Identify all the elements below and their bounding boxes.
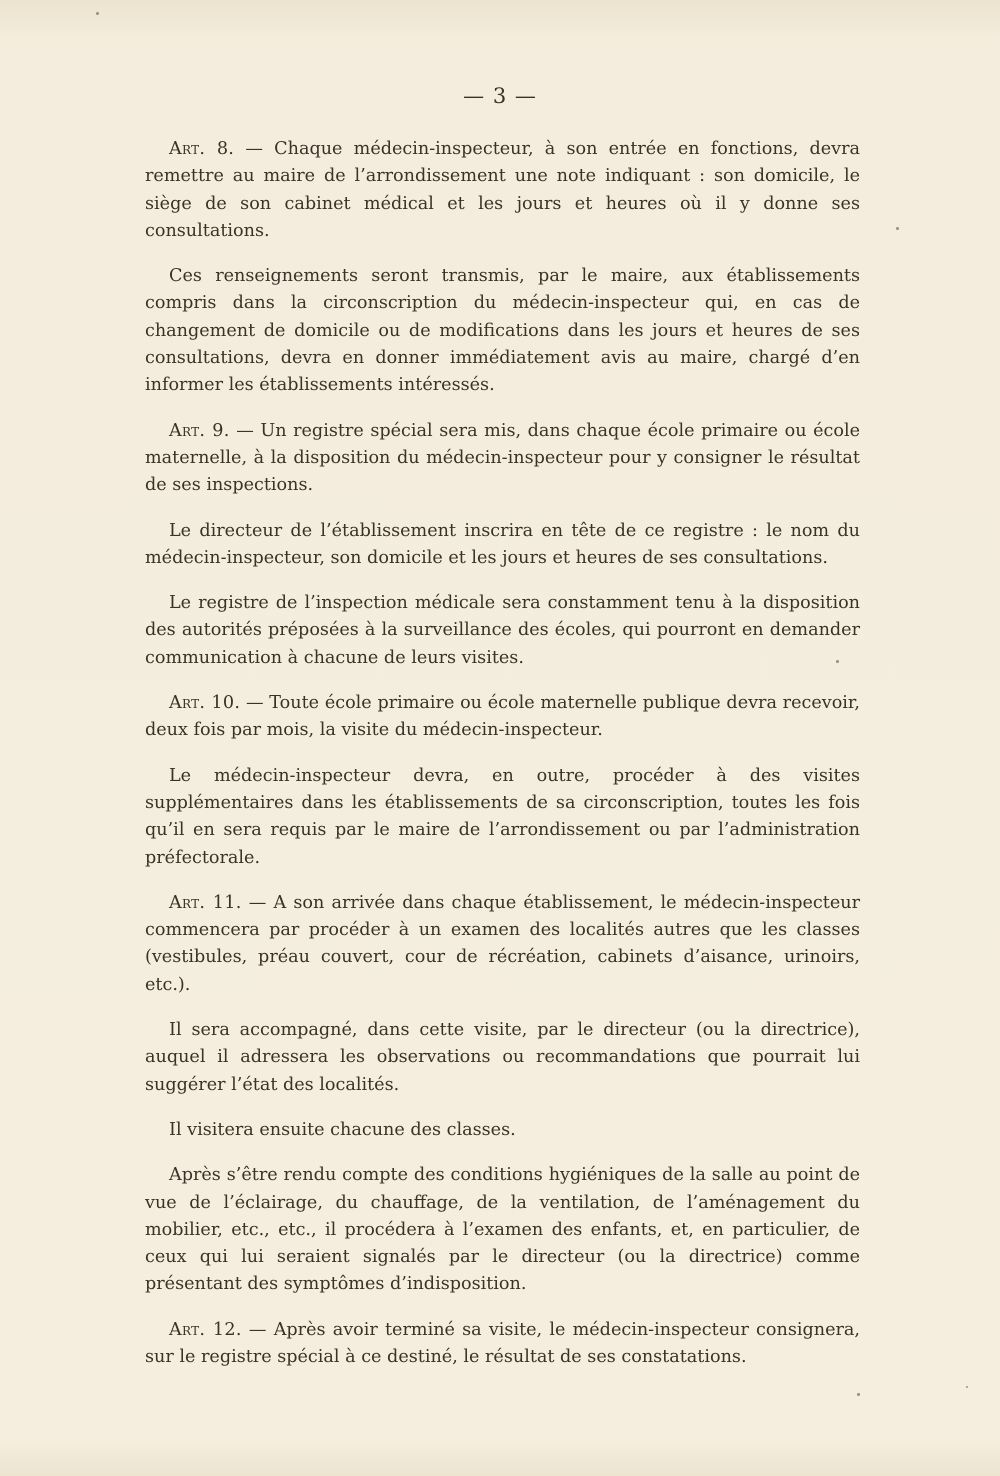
paper-speck: [966, 1386, 968, 1388]
paragraph-text: Le registre de l’inspection médicale sera constamment tenu à la disposition des autorités préposées à la surveillance des écoles, qui pourront en demander communication à chacune de leurs visites.: [145, 593, 860, 668]
paragraph-text: — Chaque médecin-inspecteur, à son entrée en fonctions, devra remettre au maire de l’arrondissement une note indiquant : son domicile, le siège de son cabinet médical et les jours et heures où il y donne ses consultations.: [145, 139, 860, 241]
paragraph-text: — Un registre spécial sera mis, dans chaque école primaire ou école maternelle, à la disposition du médecin-inspecteur pour y consigner le résultat de ses inspections.: [145, 420, 861, 496]
page-number: — 3 —: [463, 84, 537, 108]
paragraph-art-11: [145, 890, 860, 999]
paragraph: [145, 518, 860, 573]
paragraph-text: Il visitera ensuite chacune des classes.: [169, 1119, 516, 1140]
paragraph: [145, 1162, 860, 1298]
article-label: Art. 10.: [169, 693, 241, 714]
article-label: Art. 9.: [169, 420, 230, 441]
paragraph: [145, 1117, 860, 1144]
paragraph-art-10: [145, 690, 860, 745]
paragraph-text: — Toute école primaire ou école maternelle publique devra recevoir, deux fois par mois, la visite du médecin-inspecteur.: [145, 693, 860, 741]
paragraph: [145, 590, 860, 672]
paragraph-art-8: [145, 136, 860, 245]
paragraph-text: Le médecin-inspecteur devra, en outre, procéder à des visites supplémentaires dans les établissements de sa circonscription, toutes les fois qu’il en sera requis par le maire de l’arrondissement ou par l’administration préfectorale.: [145, 765, 860, 868]
paragraph-text: — A son arrivée dans chaque établissement, le médecin-inspecteur commencera par procéder à un examen des localités autres que les classes (vestibules, préau couvert, cour de récréation, cabinets d’aisance, urinoirs, etc.).: [145, 892, 860, 995]
paragraph-art-12: [145, 1317, 860, 1372]
paragraph-text: Ces renseignements seront transmis, par le maire, aux établissements compris dans la circonscription du médecin-inspecteur qui, en cas de changement de domicile ou de modifications dans les jours et heures de ses consultations, devra en donner immédiatement avis au maire, chargé d’en informer les établissements intéressés.: [145, 266, 860, 396]
paragraph-text: Il sera accompagné, dans cette visite, par le directeur (ou la directrice), auquel il adressera les observations ou recommandations que pourrait lui suggérer l’état des localités.: [145, 1020, 860, 1095]
paper-speck: [96, 12, 99, 15]
article-label: Art. 8.: [169, 139, 235, 159]
paragraph: [145, 1017, 860, 1099]
paper-speck: [857, 1393, 860, 1396]
paper-speck: [836, 660, 839, 663]
paragraph-art-9: [145, 418, 860, 500]
paragraph: [145, 763, 860, 872]
paragraph: [145, 263, 860, 399]
article-label: Art. 11.: [169, 892, 242, 913]
article-label: Art. 12.: [169, 1319, 242, 1340]
article-text-block: [145, 136, 860, 1389]
paragraph-text: Le directeur de l’établissement inscrira en tête de ce registre : le nom du médecin-inspecteur, son domicile et les jours et heures de ses consultations.: [145, 520, 860, 568]
paragraph-text: — Après avoir terminé sa visite, le médecin-inspecteur consignera, sur le registre spécial à ce destiné, le résultat de ses constatations.: [145, 1319, 860, 1367]
paragraph-text: Après s’être rendu compte des conditions hygiéniques de la salle au point de vue de l’éclairage, du chauffage, de la ventilation, de l’aménagement du mobilier, etc., etc., il procédera à l’examen des enfants, et, en particulier, de ceux qui lui seraient signalés par le directeur (ou la directrice) comme présentant des symptômes d’indisposition.: [145, 1165, 860, 1295]
paper-speck: [896, 227, 899, 230]
